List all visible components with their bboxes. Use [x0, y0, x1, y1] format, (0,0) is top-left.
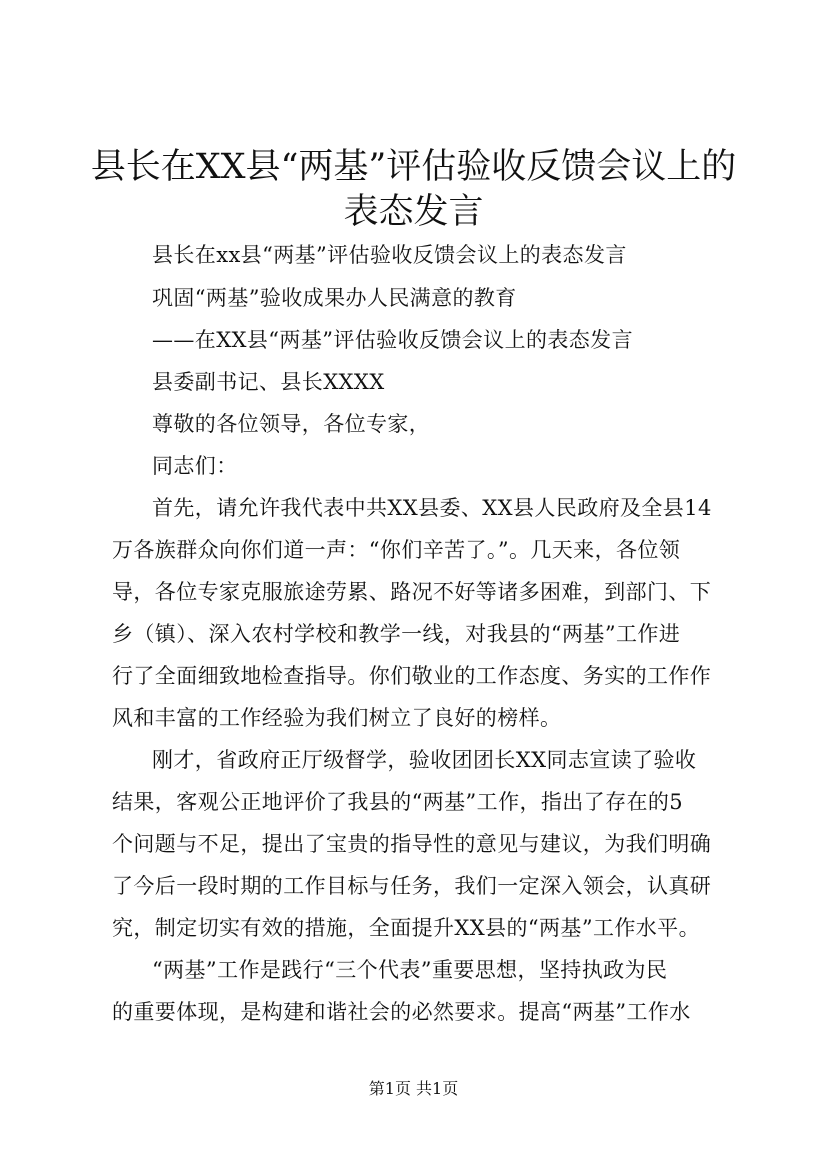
- body-line: 的重要体现，是构建和谐社会的必然要求。提高“两基”工作水: [112, 1000, 691, 1024]
- body-line: 县长在xx县“两基”评估验收反馈会议上的表态发言: [152, 243, 627, 267]
- document-title-line-2: 表态发言: [343, 192, 484, 232]
- body-line: “两基”工作是践行“三个代表”重要思想，坚持执政为民: [152, 958, 668, 982]
- body-line: ——在XX县“两基”评估验收反馈会议上的表态发言: [152, 328, 633, 352]
- body-line: 行了全面细致地检查指导。你们敬业的工作态度、务实的工作作: [112, 664, 712, 688]
- body-line: 尊敬的各位领导，各位专家，: [152, 412, 431, 436]
- body-line: 刚才，省政府正厅级督学，验收团团长XX同志宣读了验收: [152, 748, 697, 772]
- body-line: 结果，客观公正地评价了我县的“两基”工作，指出了存在的5: [112, 790, 684, 814]
- body-line: 导，各位专家克服旅途劳累、路况不好等诸多困难，到部门、下: [112, 580, 712, 604]
- document-title-line-1: 县长在XX县“两基”评估验收反馈会议上的: [90, 147, 737, 187]
- body-line: 万各族群众向你们道一声：“你们辛苦了。”。几天来，各位领: [112, 538, 681, 562]
- body-line: 巩固“两基”验收成果办人民满意的教育: [152, 286, 517, 310]
- body-line: 了今后一段时期的工作目标与任务，我们一定深入领会，认真研: [112, 874, 712, 898]
- body-line: 首先，请允许我代表中共XX县委、XX县人民政府及全县14: [152, 496, 712, 520]
- body-line: 同志们：: [152, 454, 238, 478]
- body-line: 乡（镇）、深入农村学校和教学一线，对我县的“两基”工作进: [112, 622, 681, 646]
- body-line: 风和丰富的工作经验为我们树立了良好的榜样。: [112, 706, 562, 730]
- body-line: 县委副书记、县长XXXX: [152, 370, 385, 394]
- body-line: 个问题与不足，提出了宝贵的指导性的意见与建议，为我们明确: [112, 832, 712, 856]
- body-line: 究，制定切实有效的措施，全面提升XX县的“两基”工作水平。: [112, 916, 700, 940]
- page-footer: 第1页 共1页: [368, 1079, 459, 1098]
